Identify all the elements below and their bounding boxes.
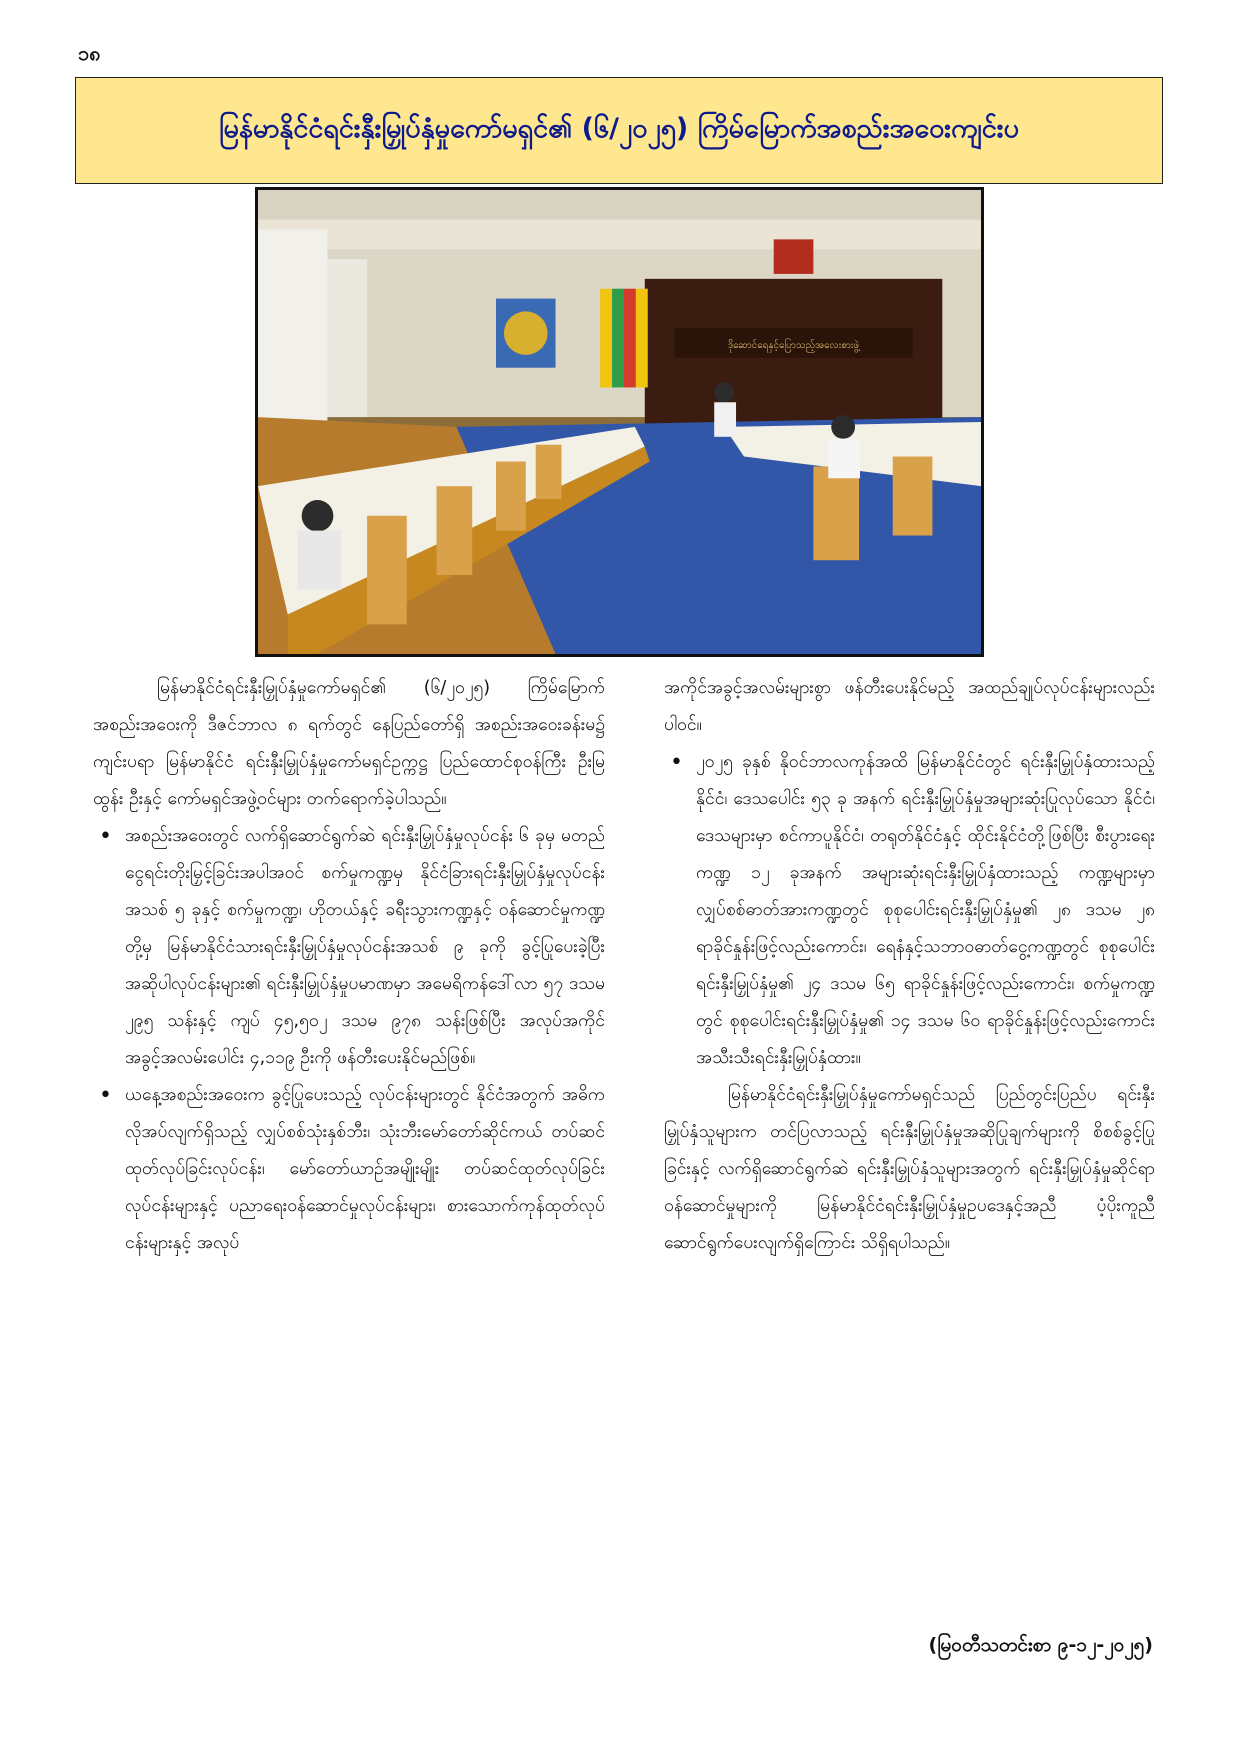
bullet-paragraph-3: • ၂၀၂၅ ခုနှစ် နိုဝင်ဘာလကုန်အထိ မြန်မာနိုင်ငံတွင် ရင်းနှီးမြှုပ်နှံထားသည့် နိုင်ငံ၊ ဒေသပေါင်း ၅၃ ခု အနက် ရင်းနှီးမြှုပ်နှံမှုအများဆုံးပြုလုပ်သော နိုင်ငံ၊ ဒေသများမှာ စင်ကာပူနိုင်ငံ၊ တရုတ်နိုင်ငံနှင့် ထိုင်းနိုင်ငံတို့ဖြစ်ပြီး စီးပွားရေးကဏ္ဍ ၁၂ ခုအနက် အများဆုံးရင်းနှီးမြှုပ်နှံထားသည့် ကဏ္ဍများမှာ လျှပ်စစ်ဓာတ်အားကဏ္ဍတွင် စုစုပေါင်းရင်းနှီးမြှုပ်နှံမှု၏ ၂၈ ဒသမ ၂၈ ရာခိုင်နှုန်းဖြင့်လည်းကောင်း၊ ရေနံနှင့်သဘာဝဓာတ်ငွေ့ကဏ္ဍတွင် စုစုပေါင်းရင်းနှီးမြှုပ်နှံမှု၏ ၂၄ ဒသမ ၆၅ ရာခိုင်နှုန်းဖြင့်လည်းကောင်း၊ စက်မှုကဏ္ဍတွင် စုစုပေါင်းရင်းနှီးမြှုပ်နှံမှု၏ ၁၄ ဒသမ ၆၀ ရာခိုင်နှုန်းဖြင့်လည်းကောင်း အသီးသီးရင်းနှီးမြှုပ်နှံထား။ [664,744,1155,1077]
meeting-photo [255,187,984,657]
article-title: မြန်မာနိုင်ငံရင်းနှီးမြှုပ်နှံမှုကော်မရှင်၏ (၆/၂၀၂၅) ကြိမ်မြောက်အစည်းအဝေးကျင်းပ [218,112,1020,144]
left-column [93,670,605,1262]
source-citation: (မြဝတီသတင်းစာ ၉-၁၂-၂၀၂၅) [928,1634,1153,1656]
intro-paragraph: မြန်မာနိုင်ငံရင်းနှီးမြှုပ်နှံမှုကော်မရှင်၏ (၆/၂၀၂၅) ကြိမ်မြောက် အစည်းအဝေးကို ဒီဇင်ဘာလ ၈ ရက်တွင် နေပြည်တော်ရှိ အစည်းအဝေးခန်းမ၌ ကျင်းပရာ မြန်မာနိုင်ငံ ရင်းနှီးမြှုပ်နှံမှုကော်မရှင်ဥက္ကဋ္ဌ ပြည်ထောင်စုဝန်ကြီး ဦးမြထွန်း ဦးနှင့် ကော်မရှင်အဖွဲ့ဝင်များ တက်ရောက်ခဲ့ပါသည်။ [93,678,605,809]
page-number: ၁၈ [78,41,101,65]
title-banner [75,77,1163,184]
bullet-paragraph-2: • ယနေ့အစည်းအဝေးက ခွင့်ပြုပေးသည့် လုပ်ငန်းများတွင် နိုင်ငံအတွက် အဓိကလိုအပ်လျက်ရှိသည့် လျှပ်စစ်သုံးနှစ်ဘီး၊ သုံးဘီးမော်တော်ဆိုင်ကယ် တပ်ဆင်ထုတ်လုပ်ခြင်းလုပ်ငန်း၊ မော်တော်ယာဉ်အမျိုးမျိုး တပ်ဆင်ထုတ်လုပ်ခြင်းလုပ်ငန်းများနှင့် ပညာရေးဝန်ဆောင်မှုလုပ်ငန်းများ၊ စားသောက်ကုန်ထုတ်လုပ်ငန်းများနှင့် အလုပ် [93,1077,605,1262]
meeting-room-illustration [258,190,981,654]
photo-banner-text: ဒိုဆောင်ရေနှင့်ပြောသည့်အလေးစားဖွဲ့ [728,339,860,351]
closing-paragraph: မြန်မာနိုင်ငံရင်းနှီးမြှုပ်နှံမှုကော်မရှင်သည် ပြည်တွင်းပြည်ပ ရင်းနှီးမြှုပ်နှံသူများက တင်ပြလာသည့် ရင်းနှီးမြှုပ်နှံမှုအဆိုပြုချက်များကို စိစစ်ခွင့်ပြုခြင်းနှင့် လက်ရှိဆောင်ရွက်ဆဲ ရင်းနှီးမြှုပ်နှံသူများအတွက် ရင်းနှီးမြှုပ်နှံမှုဆိုင်ရာ ဝန်ဆောင်မှုများကို မြန်မာနိုင်ငံရင်းနှီးမြှုပ်နှံမှုဥပဒေနှင့်အညီ ပံ့ပိုးကူညီဆောင်ရွက်ပေးလျက်ရှိကြောင်း သိရှိရပါသည်။ [664,1085,1155,1253]
bullet-paragraph-1: • အစည်းအဝေးတွင် လက်ရှိဆောင်ရွက်ဆဲ ရင်းနှီးမြှုပ်နှံမှုလုပ်ငန်း ၆ ခုမှ မတည်ငွေရင်းတိုးမြှင့်ခြင်းအပါအဝင် စက်မှုကဏ္ဍမှ နိုင်ငံခြားရင်းနှီးမြှုပ်နှံမှုလုပ်ငန်းအသစ် ၅ ခုနှင့် စက်မှုကဏ္ဍ၊ ဟိုတယ်နှင့် ခရီးသွားကဏ္ဍနှင့် ဝန်ဆောင်မှုကဏ္ဍတို့မှ မြန်မာနိုင်ငံသားရင်းနှီးမြှုပ်နှံမှုလုပ်ငန်းအသစ် ၉ ခုကို ခွင့်ပြုပေးခဲ့ပြီး အဆိုပါလုပ်ငန်းများ၏ ရင်းနှီးမြှုပ်နှံမှုပမာဏမှာ အမေရိကန်ဒေါ်လာ ၅၇ ဒသမ ၂၉၅ သန်းနှင့် ကျပ် ၄၅,၅၀၂ ဒသမ ၉၇၈ သန်းဖြစ်ပြီး အလုပ်အကိုင်အခွင့်အလမ်းပေါင်း ၄,၁၁၉ ဦးကို ဖန်တီးပေးနိုင်မည်ဖြစ်။ [93,818,605,1077]
continuation-paragraph: အကိုင်အခွင့်အလမ်းများစွာ ဖန်တီးပေးနိုင်မည့် အထည်ချုပ်လုပ်ငန်းများလည်း ပါဝင်။ [664,678,1155,735]
right-column [664,670,1155,1262]
